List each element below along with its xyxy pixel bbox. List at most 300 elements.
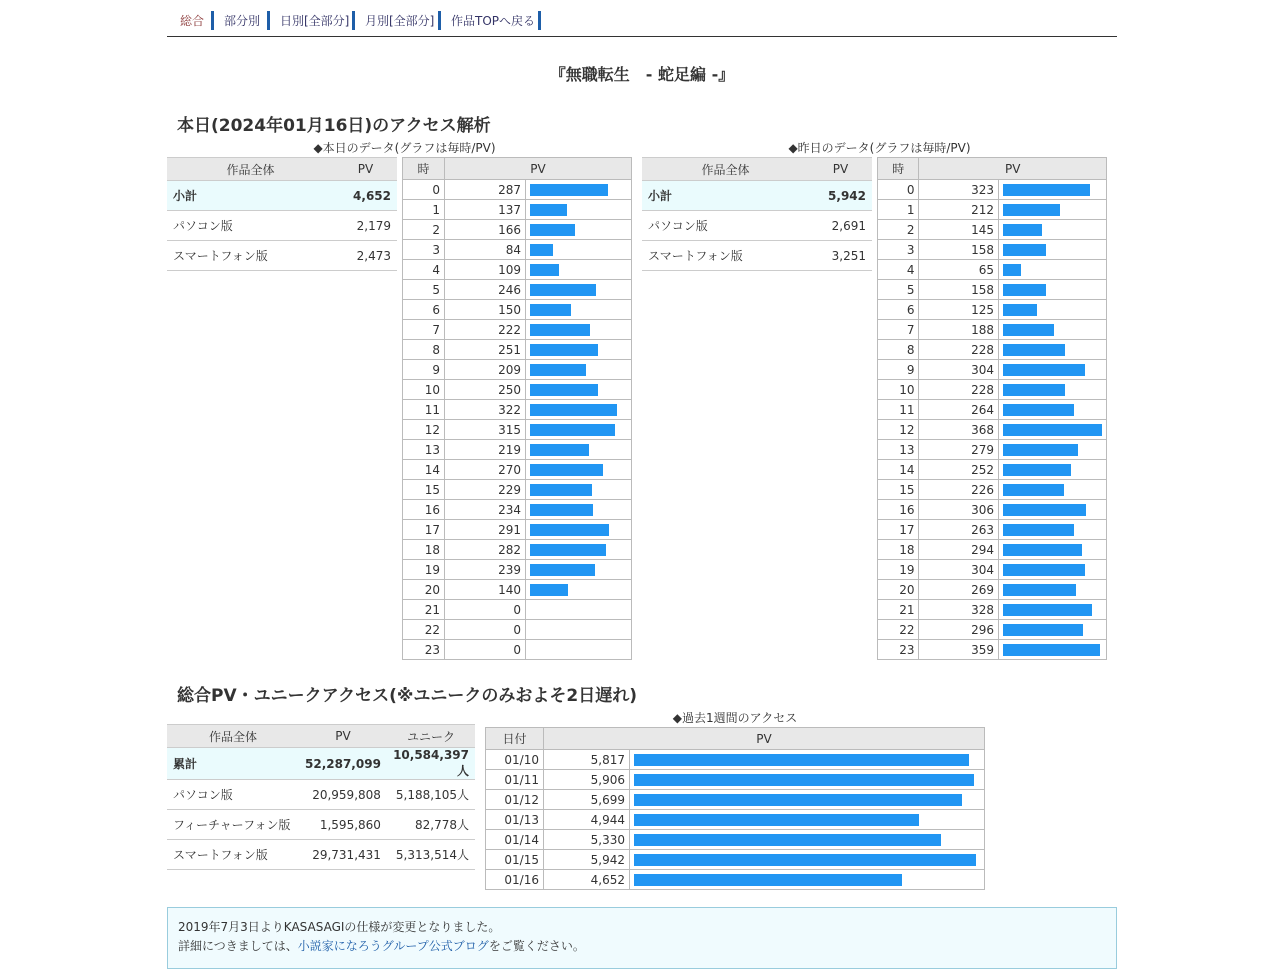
nav-daily[interactable]: 日別[全部分] bbox=[280, 14, 350, 28]
hour-row bbox=[403, 220, 632, 240]
hour-bar bbox=[1003, 264, 1021, 276]
hour-label: 2 bbox=[403, 220, 445, 240]
hour-bar bbox=[1003, 384, 1065, 396]
hour-bar bbox=[530, 464, 603, 476]
notice-box bbox=[167, 907, 1117, 969]
hour-row bbox=[878, 380, 1107, 400]
hour-pv: 368 bbox=[919, 420, 999, 440]
hour-row bbox=[403, 280, 632, 300]
hour-pv: 0 bbox=[445, 640, 526, 660]
col-header: PV bbox=[299, 725, 387, 748]
hour-bar bbox=[530, 184, 608, 196]
hour-bar-cell bbox=[526, 480, 632, 500]
hour-pv: 150 bbox=[445, 300, 526, 320]
table-row bbox=[167, 810, 475, 840]
table-row bbox=[642, 241, 872, 271]
hour-label: 7 bbox=[878, 320, 919, 340]
hour-pv: 125 bbox=[919, 300, 999, 320]
hour-bar bbox=[530, 544, 606, 556]
hour-bar bbox=[1003, 464, 1071, 476]
hour-row bbox=[878, 220, 1107, 240]
hour-bar bbox=[1003, 304, 1037, 316]
hour-label: 21 bbox=[403, 600, 445, 620]
hour-bar-cell bbox=[526, 420, 632, 440]
hour-pv: 246 bbox=[445, 280, 526, 300]
hour-label: 8 bbox=[878, 340, 919, 360]
week-row bbox=[486, 830, 985, 850]
hour-pv: 228 bbox=[919, 340, 999, 360]
hour-pv: 251 bbox=[445, 340, 526, 360]
hour-row bbox=[403, 340, 632, 360]
hour-label: 2 bbox=[878, 220, 919, 240]
hour-row bbox=[878, 180, 1107, 200]
hour-bar-cell bbox=[526, 240, 632, 260]
hour-bar-cell bbox=[999, 340, 1107, 360]
hour-label: 16 bbox=[403, 500, 445, 520]
today-caption: ◆本日のデータ(グラフは毎時/PV) bbox=[313, 141, 496, 155]
hour-pv: 166 bbox=[445, 220, 526, 240]
hour-bar-cell bbox=[526, 400, 632, 420]
hour-label: 9 bbox=[878, 360, 919, 380]
nav-separator bbox=[352, 11, 355, 30]
hour-bar bbox=[530, 384, 598, 396]
hour-bar-cell bbox=[999, 480, 1107, 500]
week-bar-cell bbox=[630, 830, 985, 850]
hour-pv: 0 bbox=[445, 620, 526, 640]
hour-pv: 359 bbox=[919, 640, 999, 660]
hour-row bbox=[878, 480, 1107, 500]
hour-pv: 328 bbox=[919, 600, 999, 620]
hour-bar-cell bbox=[526, 260, 632, 280]
col-header: 作品全体 bbox=[167, 725, 299, 748]
hour-bar-cell bbox=[526, 560, 632, 580]
hour-bar bbox=[1003, 604, 1092, 616]
hour-label: 19 bbox=[878, 560, 919, 580]
hour-bar-cell bbox=[526, 500, 632, 520]
hour-pv: 270 bbox=[445, 460, 526, 480]
week-date: 01/10 bbox=[486, 750, 544, 770]
week-pv: 4,944 bbox=[544, 810, 630, 830]
hour-row bbox=[403, 620, 632, 640]
hour-pv: 0 bbox=[445, 600, 526, 620]
hour-bar-cell bbox=[526, 520, 632, 540]
week-bar-cell bbox=[630, 810, 985, 830]
hour-bar-cell bbox=[999, 620, 1107, 640]
hour-label: 9 bbox=[403, 360, 445, 380]
hour-pv: 158 bbox=[919, 240, 999, 260]
hour-bar-cell bbox=[526, 380, 632, 400]
hour-row bbox=[878, 300, 1107, 320]
hour-bar bbox=[1003, 404, 1074, 416]
hour-bar bbox=[1003, 564, 1085, 576]
hour-bar-cell bbox=[999, 640, 1107, 660]
hour-label: 4 bbox=[878, 260, 919, 280]
hour-row bbox=[878, 560, 1107, 580]
hour-pv: 282 bbox=[445, 540, 526, 560]
notice-line-1: 2019年7月3日よりKASASAGIの仕様が変更となりました。 bbox=[178, 920, 501, 934]
hour-pv: 264 bbox=[919, 400, 999, 420]
hour-bar-cell bbox=[999, 280, 1107, 300]
week-pv: 5,906 bbox=[544, 770, 630, 790]
hour-row bbox=[403, 600, 632, 620]
hour-bar-cell bbox=[526, 200, 632, 220]
week-pv: 5,942 bbox=[544, 850, 630, 870]
week-row bbox=[486, 870, 985, 890]
row-value: 2,179 bbox=[334, 211, 397, 241]
hour-pv: 209 bbox=[445, 360, 526, 380]
hour-bar-cell bbox=[526, 620, 632, 640]
week-pv: 5,330 bbox=[544, 830, 630, 850]
row-label: パソコン版 bbox=[167, 780, 299, 810]
week-row bbox=[486, 810, 985, 830]
week-bar-cell bbox=[630, 750, 985, 770]
hour-pv: 315 bbox=[445, 420, 526, 440]
hour-bar-cell bbox=[999, 500, 1107, 520]
hour-label: 18 bbox=[878, 540, 919, 560]
hour-bar-cell bbox=[526, 220, 632, 240]
nav-overall[interactable]: 総合 bbox=[180, 14, 205, 28]
hour-bar bbox=[1003, 624, 1083, 636]
week-pv: 4,652 bbox=[544, 870, 630, 890]
hour-row bbox=[403, 240, 632, 260]
hour-pv: 304 bbox=[919, 560, 999, 580]
week-bar-cell bbox=[630, 870, 985, 890]
today-hourly-table bbox=[402, 157, 632, 660]
hour-bar bbox=[530, 324, 590, 336]
hour-row bbox=[403, 560, 632, 580]
col-header: ユニーク bbox=[387, 725, 475, 748]
hour-row bbox=[878, 620, 1107, 640]
hour-bar-cell bbox=[999, 360, 1107, 380]
col-header: 日付 bbox=[486, 728, 544, 750]
week-table bbox=[485, 727, 985, 890]
hour-bar bbox=[1003, 244, 1046, 256]
hour-bar-cell bbox=[999, 320, 1107, 340]
hour-bar-cell bbox=[999, 420, 1107, 440]
total-heading: 総合PV・ユニークアクセス(※ユニークのみおよそ2日遅れ) bbox=[177, 686, 637, 706]
hour-label: 5 bbox=[878, 280, 919, 300]
hour-label: 0 bbox=[403, 180, 445, 200]
hour-label: 7 bbox=[403, 320, 445, 340]
row-pv: 20,959,808 bbox=[299, 780, 387, 810]
week-date: 01/13 bbox=[486, 810, 544, 830]
yesterday-summary-table bbox=[642, 157, 872, 271]
hour-row bbox=[403, 400, 632, 420]
hour-label: 10 bbox=[403, 380, 445, 400]
hour-label: 8 bbox=[403, 340, 445, 360]
hour-bar bbox=[1003, 504, 1086, 516]
hour-pv: 263 bbox=[919, 520, 999, 540]
table-row bbox=[167, 748, 475, 780]
col-header: PV bbox=[809, 158, 872, 181]
hour-row bbox=[878, 280, 1107, 300]
hour-pv: 228 bbox=[919, 380, 999, 400]
nav-monthly[interactable]: 月別[全部分] bbox=[365, 14, 435, 28]
hour-label: 13 bbox=[878, 440, 919, 460]
hour-pv: 287 bbox=[445, 180, 526, 200]
hour-row bbox=[403, 300, 632, 320]
hour-label: 17 bbox=[878, 520, 919, 540]
hour-pv: 65 bbox=[919, 260, 999, 280]
hour-label: 3 bbox=[878, 240, 919, 260]
hour-bar-cell bbox=[999, 560, 1107, 580]
week-bar bbox=[634, 774, 974, 786]
row-label: パソコン版 bbox=[167, 211, 334, 241]
hour-label: 22 bbox=[403, 620, 445, 640]
hour-label: 19 bbox=[403, 560, 445, 580]
blog-link[interactable]: 小説家になろうグループ公式ブログ bbox=[297, 939, 489, 953]
hour-bar bbox=[1003, 444, 1078, 456]
hour-bar-cell bbox=[526, 440, 632, 460]
hour-row bbox=[878, 600, 1107, 620]
nav-separator bbox=[211, 11, 214, 30]
hour-bar-cell bbox=[526, 540, 632, 560]
hour-label: 11 bbox=[403, 400, 445, 420]
hour-bar-cell bbox=[999, 380, 1107, 400]
yesterday-hourly-table bbox=[877, 157, 1107, 660]
hour-pv: 296 bbox=[919, 620, 999, 640]
hour-bar bbox=[530, 564, 595, 576]
hour-row bbox=[878, 240, 1107, 260]
hour-bar-cell bbox=[999, 200, 1107, 220]
hour-bar bbox=[530, 264, 559, 276]
hour-pv: 323 bbox=[919, 180, 999, 200]
hour-row bbox=[878, 420, 1107, 440]
hour-bar bbox=[1003, 364, 1085, 376]
hour-row bbox=[878, 460, 1107, 480]
nav-separator bbox=[438, 11, 441, 30]
hour-bar-cell bbox=[526, 340, 632, 360]
table-row bbox=[167, 241, 397, 271]
hour-bar bbox=[530, 364, 586, 376]
hour-label: 3 bbox=[403, 240, 445, 260]
week-date: 01/11 bbox=[486, 770, 544, 790]
hour-row bbox=[878, 440, 1107, 460]
row-pv: 1,595,860 bbox=[299, 810, 387, 840]
hour-bar bbox=[1003, 184, 1090, 196]
hour-bar-cell bbox=[526, 300, 632, 320]
hour-label: 4 bbox=[403, 260, 445, 280]
hour-bar bbox=[530, 224, 575, 236]
hour-bar bbox=[530, 504, 593, 516]
hour-pv: 140 bbox=[445, 580, 526, 600]
hour-pv: 269 bbox=[919, 580, 999, 600]
hour-pv: 252 bbox=[919, 460, 999, 480]
nav-back-to-top[interactable]: 作品TOPへ戻る bbox=[451, 14, 536, 28]
hour-label: 15 bbox=[878, 480, 919, 500]
hour-label: 20 bbox=[403, 580, 445, 600]
hour-row bbox=[403, 640, 632, 660]
hour-row bbox=[403, 480, 632, 500]
hour-bar bbox=[530, 344, 598, 356]
hour-pv: 250 bbox=[445, 380, 526, 400]
hour-label: 12 bbox=[403, 420, 445, 440]
week-date: 01/14 bbox=[486, 830, 544, 850]
hour-pv: 109 bbox=[445, 260, 526, 280]
hour-pv: 239 bbox=[445, 560, 526, 580]
col-header: 作品全体 bbox=[642, 158, 809, 181]
col-header: PV bbox=[544, 728, 985, 750]
hour-pv: 279 bbox=[919, 440, 999, 460]
hour-pv: 158 bbox=[919, 280, 999, 300]
hour-row bbox=[403, 320, 632, 340]
hour-bar-cell bbox=[999, 540, 1107, 560]
hour-label: 23 bbox=[878, 640, 919, 660]
week-bar bbox=[634, 754, 969, 766]
col-header: PV bbox=[445, 158, 632, 180]
hour-bar-cell bbox=[526, 280, 632, 300]
week-row bbox=[486, 790, 985, 810]
hour-bar bbox=[530, 584, 568, 596]
hour-bar bbox=[530, 524, 609, 536]
hour-label: 22 bbox=[878, 620, 919, 640]
week-bar bbox=[634, 814, 919, 826]
week-bar-cell bbox=[630, 850, 985, 870]
hour-label: 21 bbox=[878, 600, 919, 620]
hour-pv: 229 bbox=[445, 480, 526, 500]
total-summary-table bbox=[167, 724, 475, 870]
row-unique: 10,584,397人 bbox=[387, 748, 475, 780]
hour-bar bbox=[1003, 324, 1054, 336]
hour-bar-cell bbox=[526, 360, 632, 380]
row-unique: 82,778人 bbox=[387, 810, 475, 840]
hour-bar bbox=[1003, 484, 1064, 496]
week-row bbox=[486, 850, 985, 870]
hour-bar bbox=[1003, 584, 1076, 596]
hour-label: 23 bbox=[403, 640, 445, 660]
row-label: フィーチャーフォン版 bbox=[167, 810, 299, 840]
hour-pv: 145 bbox=[919, 220, 999, 240]
today-summary-table bbox=[167, 157, 397, 271]
row-label: スマートフォン版 bbox=[642, 241, 809, 271]
page-title: 『無職転生 - 蛇足編 -』 bbox=[549, 65, 735, 84]
table-row bbox=[642, 211, 872, 241]
hour-label: 14 bbox=[878, 460, 919, 480]
hour-bar bbox=[530, 284, 596, 296]
week-row bbox=[486, 770, 985, 790]
hour-label: 18 bbox=[403, 540, 445, 560]
row-label: 累計 bbox=[167, 748, 299, 780]
nav-by-part[interactable]: 部分別 bbox=[224, 14, 261, 28]
hour-bar bbox=[530, 244, 553, 256]
nav-separator bbox=[538, 11, 541, 30]
row-unique: 5,313,514人 bbox=[387, 840, 475, 870]
hour-row bbox=[403, 500, 632, 520]
week-pv: 5,817 bbox=[544, 750, 630, 770]
hour-bar bbox=[530, 444, 589, 456]
row-pv: 52,287,099 bbox=[299, 748, 387, 780]
row-value: 2,473 bbox=[334, 241, 397, 271]
hour-pv: 234 bbox=[445, 500, 526, 520]
hour-label: 1 bbox=[403, 200, 445, 220]
top-nav bbox=[167, 10, 1117, 37]
hour-label: 5 bbox=[403, 280, 445, 300]
week-date: 01/15 bbox=[486, 850, 544, 870]
hour-label: 14 bbox=[403, 460, 445, 480]
hour-bar-cell bbox=[526, 640, 632, 660]
col-header: PV bbox=[334, 158, 397, 181]
hour-row bbox=[403, 460, 632, 480]
hour-pv: 304 bbox=[919, 360, 999, 380]
hour-pv: 294 bbox=[919, 540, 999, 560]
hour-label: 11 bbox=[878, 400, 919, 420]
row-value: 4,652 bbox=[334, 181, 397, 211]
hour-bar-cell bbox=[526, 320, 632, 340]
hour-bar bbox=[1003, 424, 1102, 436]
hour-bar bbox=[1003, 344, 1065, 356]
week-date: 01/12 bbox=[486, 790, 544, 810]
row-label: 小計 bbox=[167, 181, 334, 211]
row-label: パソコン版 bbox=[642, 211, 809, 241]
table-row bbox=[167, 780, 475, 810]
week-bar bbox=[634, 794, 962, 806]
hour-bar bbox=[1003, 284, 1046, 296]
week-bar bbox=[634, 874, 902, 886]
hour-row bbox=[403, 420, 632, 440]
col-header: PV bbox=[919, 158, 1107, 180]
notice-line-2 bbox=[168, 937, 1116, 956]
hour-bar-cell bbox=[526, 460, 632, 480]
hour-bar-cell bbox=[526, 580, 632, 600]
week-bar-cell bbox=[630, 790, 985, 810]
hour-bar bbox=[1003, 204, 1060, 216]
row-value: 2,691 bbox=[809, 211, 872, 241]
hour-pv: 306 bbox=[919, 500, 999, 520]
col-header: 時 bbox=[878, 158, 919, 180]
hour-row bbox=[878, 520, 1107, 540]
hour-pv: 219 bbox=[445, 440, 526, 460]
hour-row bbox=[403, 200, 632, 220]
row-unique: 5,188,105人 bbox=[387, 780, 475, 810]
row-label: スマートフォン版 bbox=[167, 241, 334, 271]
today-heading: 本日(2024年01月16日)のアクセス解析 bbox=[177, 116, 491, 136]
hour-bar-cell bbox=[999, 180, 1107, 200]
hour-label: 6 bbox=[403, 300, 445, 320]
hour-row bbox=[403, 520, 632, 540]
hour-row bbox=[403, 180, 632, 200]
hour-row bbox=[878, 500, 1107, 520]
hour-row bbox=[878, 320, 1107, 340]
hour-bar bbox=[1003, 544, 1082, 556]
hour-label: 15 bbox=[403, 480, 445, 500]
week-bar-cell bbox=[630, 770, 985, 790]
yesterday-caption: ◆昨日のデータ(グラフは毎時/PV) bbox=[788, 141, 971, 155]
hour-bar-cell bbox=[999, 460, 1107, 480]
hour-row bbox=[878, 260, 1107, 280]
hour-pv: 322 bbox=[445, 400, 526, 420]
notice-text: 詳細につきましては、 bbox=[178, 939, 298, 953]
hour-bar-cell bbox=[999, 600, 1107, 620]
nav-separator bbox=[267, 11, 270, 30]
table-row bbox=[167, 181, 397, 211]
hour-bar-cell bbox=[526, 180, 632, 200]
hour-bar bbox=[530, 304, 571, 316]
hour-row bbox=[403, 360, 632, 380]
hour-label: 20 bbox=[878, 580, 919, 600]
hour-bar-cell bbox=[999, 300, 1107, 320]
hour-row bbox=[403, 580, 632, 600]
hour-pv: 137 bbox=[445, 200, 526, 220]
hour-row bbox=[403, 540, 632, 560]
hour-label: 1 bbox=[878, 200, 919, 220]
week-pv: 5,699 bbox=[544, 790, 630, 810]
hour-pv: 226 bbox=[919, 480, 999, 500]
hour-bar bbox=[530, 424, 615, 436]
hour-bar bbox=[1003, 224, 1042, 236]
notice-text: をご覧ください。 bbox=[488, 939, 585, 953]
hour-row bbox=[878, 360, 1107, 380]
week-bar bbox=[634, 854, 976, 866]
